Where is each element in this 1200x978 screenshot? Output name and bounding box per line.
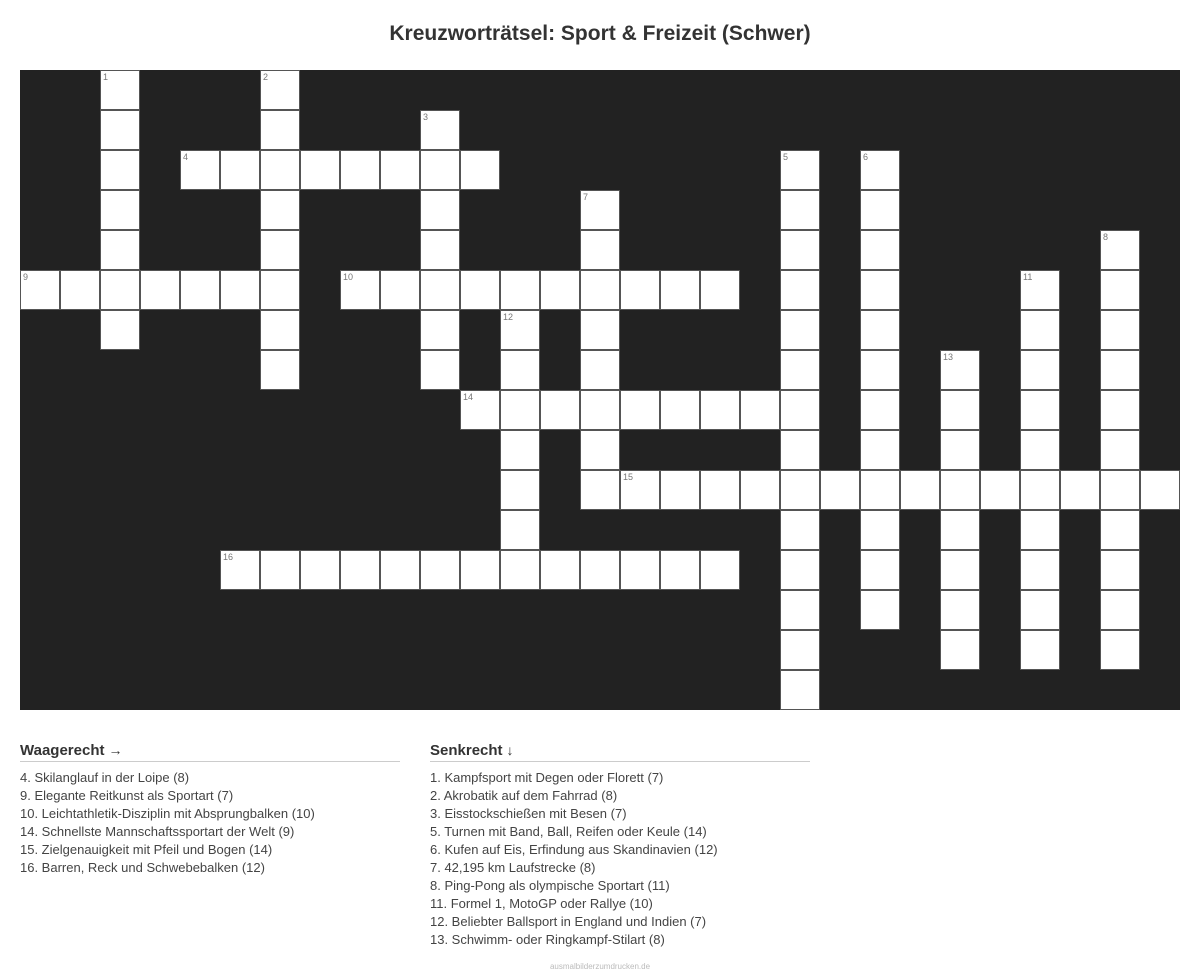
grid-cell[interactable] (860, 270, 900, 310)
grid-cell[interactable] (700, 270, 740, 310)
grid-cell[interactable] (860, 550, 900, 590)
across-heading (20, 740, 400, 762)
grid-cell[interactable] (60, 270, 100, 310)
grid-cell[interactable] (500, 310, 540, 350)
grid-cell[interactable] (780, 350, 820, 390)
grid-cell[interactable] (340, 550, 380, 590)
grid-cell[interactable] (500, 350, 540, 390)
clue-number: 10 (343, 272, 354, 282)
clue-number: 6 (863, 152, 869, 162)
grid-cell[interactable] (660, 470, 700, 510)
grid-cell[interactable] (420, 110, 460, 150)
grid-cell[interactable] (580, 270, 620, 310)
grid-cell[interactable] (620, 470, 660, 510)
grid-cell[interactable] (700, 550, 740, 590)
across-clue: 14. Schnellste Mannschaftssportart der Welt (9) (20, 824, 295, 839)
grid-cell[interactable] (220, 550, 260, 590)
grid-cell[interactable] (1020, 270, 1060, 310)
down-clue: 6. Kufen auf Eis, Erfindung aus Skandinavien (12) (430, 842, 718, 857)
grid-cell[interactable] (860, 350, 900, 390)
grid-cell[interactable] (1100, 590, 1140, 630)
grid-cell[interactable] (340, 270, 380, 310)
grid-cell[interactable] (20, 270, 60, 310)
grid-cell[interactable] (540, 550, 580, 590)
grid-cell[interactable] (940, 430, 980, 470)
grid-cell[interactable] (860, 470, 900, 510)
grid-cell[interactable] (1100, 470, 1140, 510)
grid-cell[interactable] (780, 630, 820, 670)
grid-cell[interactable] (980, 470, 1020, 510)
across-clues-panel (20, 740, 400, 877)
grid-cell[interactable] (1100, 350, 1140, 390)
grid-cell[interactable] (260, 270, 300, 310)
grid-cell[interactable] (780, 510, 820, 550)
across-clue: 9. Elegante Reitkunst als Sportart (7) (20, 788, 234, 803)
down-arrow-icon: ↓ (506, 742, 514, 758)
grid-cell[interactable] (180, 270, 220, 310)
grid-cell[interactable] (1020, 630, 1060, 670)
grid-cell[interactable] (780, 270, 820, 310)
clue-number: 4 (183, 152, 189, 162)
grid-cell[interactable] (780, 470, 820, 510)
clue-number: 11 (1023, 272, 1033, 282)
grid-cell[interactable] (820, 470, 860, 510)
down-clue: 8. Ping-Pong als olympische Sportart (11) (430, 878, 670, 893)
page-title: Kreuzworträtsel: Sport & Freizeit (Schwer) (389, 22, 811, 45)
grid-cell[interactable] (460, 550, 500, 590)
grid-cell[interactable] (260, 190, 300, 230)
grid-cell[interactable] (940, 550, 980, 590)
grid-cell[interactable] (380, 270, 420, 310)
down-clues-panel (430, 740, 810, 949)
grid-cell[interactable] (1100, 510, 1140, 550)
grid-cell[interactable] (100, 230, 140, 270)
grid-cell[interactable] (100, 190, 140, 230)
grid-cell[interactable] (300, 550, 340, 590)
grid-cell[interactable] (1100, 230, 1140, 270)
grid-cell[interactable] (1020, 550, 1060, 590)
clue-number: 5 (783, 152, 789, 162)
grid-cell[interactable] (340, 150, 380, 190)
clue-number: 3 (423, 112, 429, 122)
grid-cell[interactable] (740, 470, 780, 510)
clue-number: 15 (623, 472, 634, 482)
down-clue: 12. Beliebter Ballsport in England und Indien (7) (430, 914, 707, 929)
down-heading-label: Senkrecht (430, 742, 503, 759)
grid-cell[interactable] (540, 390, 580, 430)
right-arrow-icon: → (108, 742, 123, 758)
grid-cell[interactable] (660, 270, 700, 310)
grid-cell[interactable] (260, 350, 300, 390)
grid-cell[interactable] (860, 590, 900, 630)
grid-cell[interactable] (1100, 390, 1140, 430)
grid-cell[interactable] (620, 550, 660, 590)
grid-cell[interactable] (860, 230, 900, 270)
grid-cell[interactable] (420, 350, 460, 390)
grid-cell[interactable] (580, 430, 620, 470)
grid-cell[interactable] (1100, 630, 1140, 670)
grid-cell[interactable] (780, 150, 820, 190)
grid-cell[interactable] (1020, 310, 1060, 350)
grid-cell[interactable] (500, 510, 540, 550)
grid-cell[interactable] (260, 150, 300, 190)
grid-cell[interactable] (580, 470, 620, 510)
grid-cell[interactable] (220, 270, 260, 310)
grid-cell[interactable] (540, 270, 580, 310)
grid-cell[interactable] (100, 70, 140, 110)
grid-cell[interactable] (860, 510, 900, 550)
grid-cell[interactable] (260, 550, 300, 590)
crossword-grid (20, 70, 1180, 710)
grid-cell[interactable] (380, 150, 420, 190)
across-clue: 10. Leichtathletik-Disziplin mit Absprungbalken (10) (20, 806, 315, 821)
grid-cell[interactable] (420, 230, 460, 270)
grid-cell[interactable] (1020, 430, 1060, 470)
grid-cell[interactable] (100, 270, 140, 310)
grid-cell[interactable] (140, 270, 180, 310)
grid-cell[interactable] (580, 550, 620, 590)
grid-cell[interactable] (260, 70, 300, 110)
down-clue: 13. Schwimm- oder Ringkampf-Stilart (8) (430, 932, 665, 947)
grid-cell[interactable] (620, 270, 660, 310)
across-clue: 16. Barren, Reck und Schwebebalken (12) (20, 860, 265, 875)
grid-cell[interactable] (260, 230, 300, 270)
grid-cell[interactable] (420, 270, 460, 310)
across-clue-list (20, 769, 400, 877)
grid-cell[interactable] (500, 550, 540, 590)
clue-number: 7 (583, 192, 589, 202)
grid-cell[interactable] (780, 190, 820, 230)
grid-cell[interactable] (1100, 430, 1140, 470)
down-clue: 1. Kampfsport mit Degen oder Florett (7) (430, 770, 664, 785)
grid-cell[interactable] (1100, 270, 1140, 310)
down-clue: 2. Akrobatik auf dem Fahrrad (8) (430, 788, 618, 803)
grid-cell[interactable] (500, 470, 540, 510)
grid-cell[interactable] (420, 190, 460, 230)
grid-cell[interactable] (580, 390, 620, 430)
grid-cell[interactable] (860, 310, 900, 350)
footer-credit: ausmalbilderzumdrucken.de (549, 962, 651, 971)
grid-cell[interactable] (940, 470, 980, 510)
clue-number: 16 (223, 552, 234, 562)
grid-cell[interactable] (500, 430, 540, 470)
clue-number: 14 (463, 392, 474, 402)
grid-cell[interactable] (780, 670, 820, 710)
grid-cell[interactable] (780, 590, 820, 630)
grid-cell[interactable] (940, 350, 980, 390)
grid-cell[interactable] (100, 150, 140, 190)
clue-number: 8 (1103, 232, 1109, 242)
grid-cell[interactable] (180, 150, 220, 190)
grid-cell[interactable] (740, 390, 780, 430)
grid-cell[interactable] (900, 470, 940, 510)
grid-cell[interactable] (260, 110, 300, 150)
grid-cell[interactable] (1020, 510, 1060, 550)
grid-cell[interactable] (1020, 470, 1060, 510)
clue-number: 9 (23, 272, 29, 282)
grid-cell[interactable] (460, 270, 500, 310)
grid-cell[interactable] (860, 190, 900, 230)
clue-number: 12 (503, 312, 514, 322)
grid-cell[interactable] (460, 150, 500, 190)
grid-cell[interactable] (860, 430, 900, 470)
grid-cell[interactable] (500, 390, 540, 430)
grid-cell[interactable] (260, 310, 300, 350)
grid-cell[interactable] (940, 390, 980, 430)
grid-cell[interactable] (460, 390, 500, 430)
grid-cell[interactable] (1020, 350, 1060, 390)
down-clue-list (430, 769, 810, 949)
grid-cell[interactable] (860, 150, 900, 190)
grid-cell[interactable] (1140, 470, 1180, 510)
clue-number: 2 (263, 72, 269, 82)
grid-cell[interactable] (220, 150, 260, 190)
grid-cell[interactable] (700, 390, 740, 430)
grid-cell[interactable] (660, 390, 700, 430)
grid-cell[interactable] (860, 390, 900, 430)
grid-cell[interactable] (300, 150, 340, 190)
grid-cell[interactable] (620, 390, 660, 430)
grid-cell[interactable] (580, 190, 620, 230)
grid-cell[interactable] (940, 630, 980, 670)
clue-number: 13 (943, 352, 954, 362)
grid-cell[interactable] (100, 110, 140, 150)
down-clue: 7. 42,195 km Laufstrecke (8) (430, 860, 596, 875)
across-heading-label: Waagerecht (20, 742, 105, 759)
grid-cell[interactable] (1100, 550, 1140, 590)
down-clue: 3. Eisstockschießen mit Besen (7) (430, 806, 627, 821)
grid-cell[interactable] (780, 550, 820, 590)
grid-cell[interactable] (940, 590, 980, 630)
grid-cell[interactable] (420, 310, 460, 350)
grid-cell[interactable] (380, 550, 420, 590)
grid-cell[interactable] (940, 510, 980, 550)
across-clue: 15. Zielgenauigkeit mit Pfeil und Bogen (14) (20, 842, 273, 857)
down-clue: 5. Turnen mit Band, Ball, Reifen oder Keule (14) (430, 824, 707, 839)
grid-cell[interactable] (580, 230, 620, 270)
grid-cell[interactable] (700, 470, 740, 510)
grid-cell[interactable] (1100, 310, 1140, 350)
grid-cell[interactable] (660, 550, 700, 590)
grid-cell[interactable] (420, 550, 460, 590)
grid-cell[interactable] (500, 270, 540, 310)
clue-number: 1 (103, 72, 109, 82)
grid-cell[interactable] (780, 430, 820, 470)
grid-cell[interactable] (780, 230, 820, 270)
grid-cell[interactable] (420, 150, 460, 190)
grid-cell[interactable] (1020, 390, 1060, 430)
grid-cell[interactable] (580, 350, 620, 390)
grid-cell[interactable] (1060, 470, 1100, 510)
grid-cell[interactable] (780, 390, 820, 430)
grid-cell[interactable] (100, 310, 140, 350)
grid-cell[interactable] (580, 310, 620, 350)
grid-cell[interactable] (1020, 590, 1060, 630)
across-clue: 4. Skilanglauf in der Loipe (8) (20, 770, 190, 785)
grid-cell[interactable] (780, 310, 820, 350)
down-clue: 11. Formel 1, MotoGP oder Rallye (10) (430, 896, 653, 911)
down-heading (430, 740, 810, 762)
